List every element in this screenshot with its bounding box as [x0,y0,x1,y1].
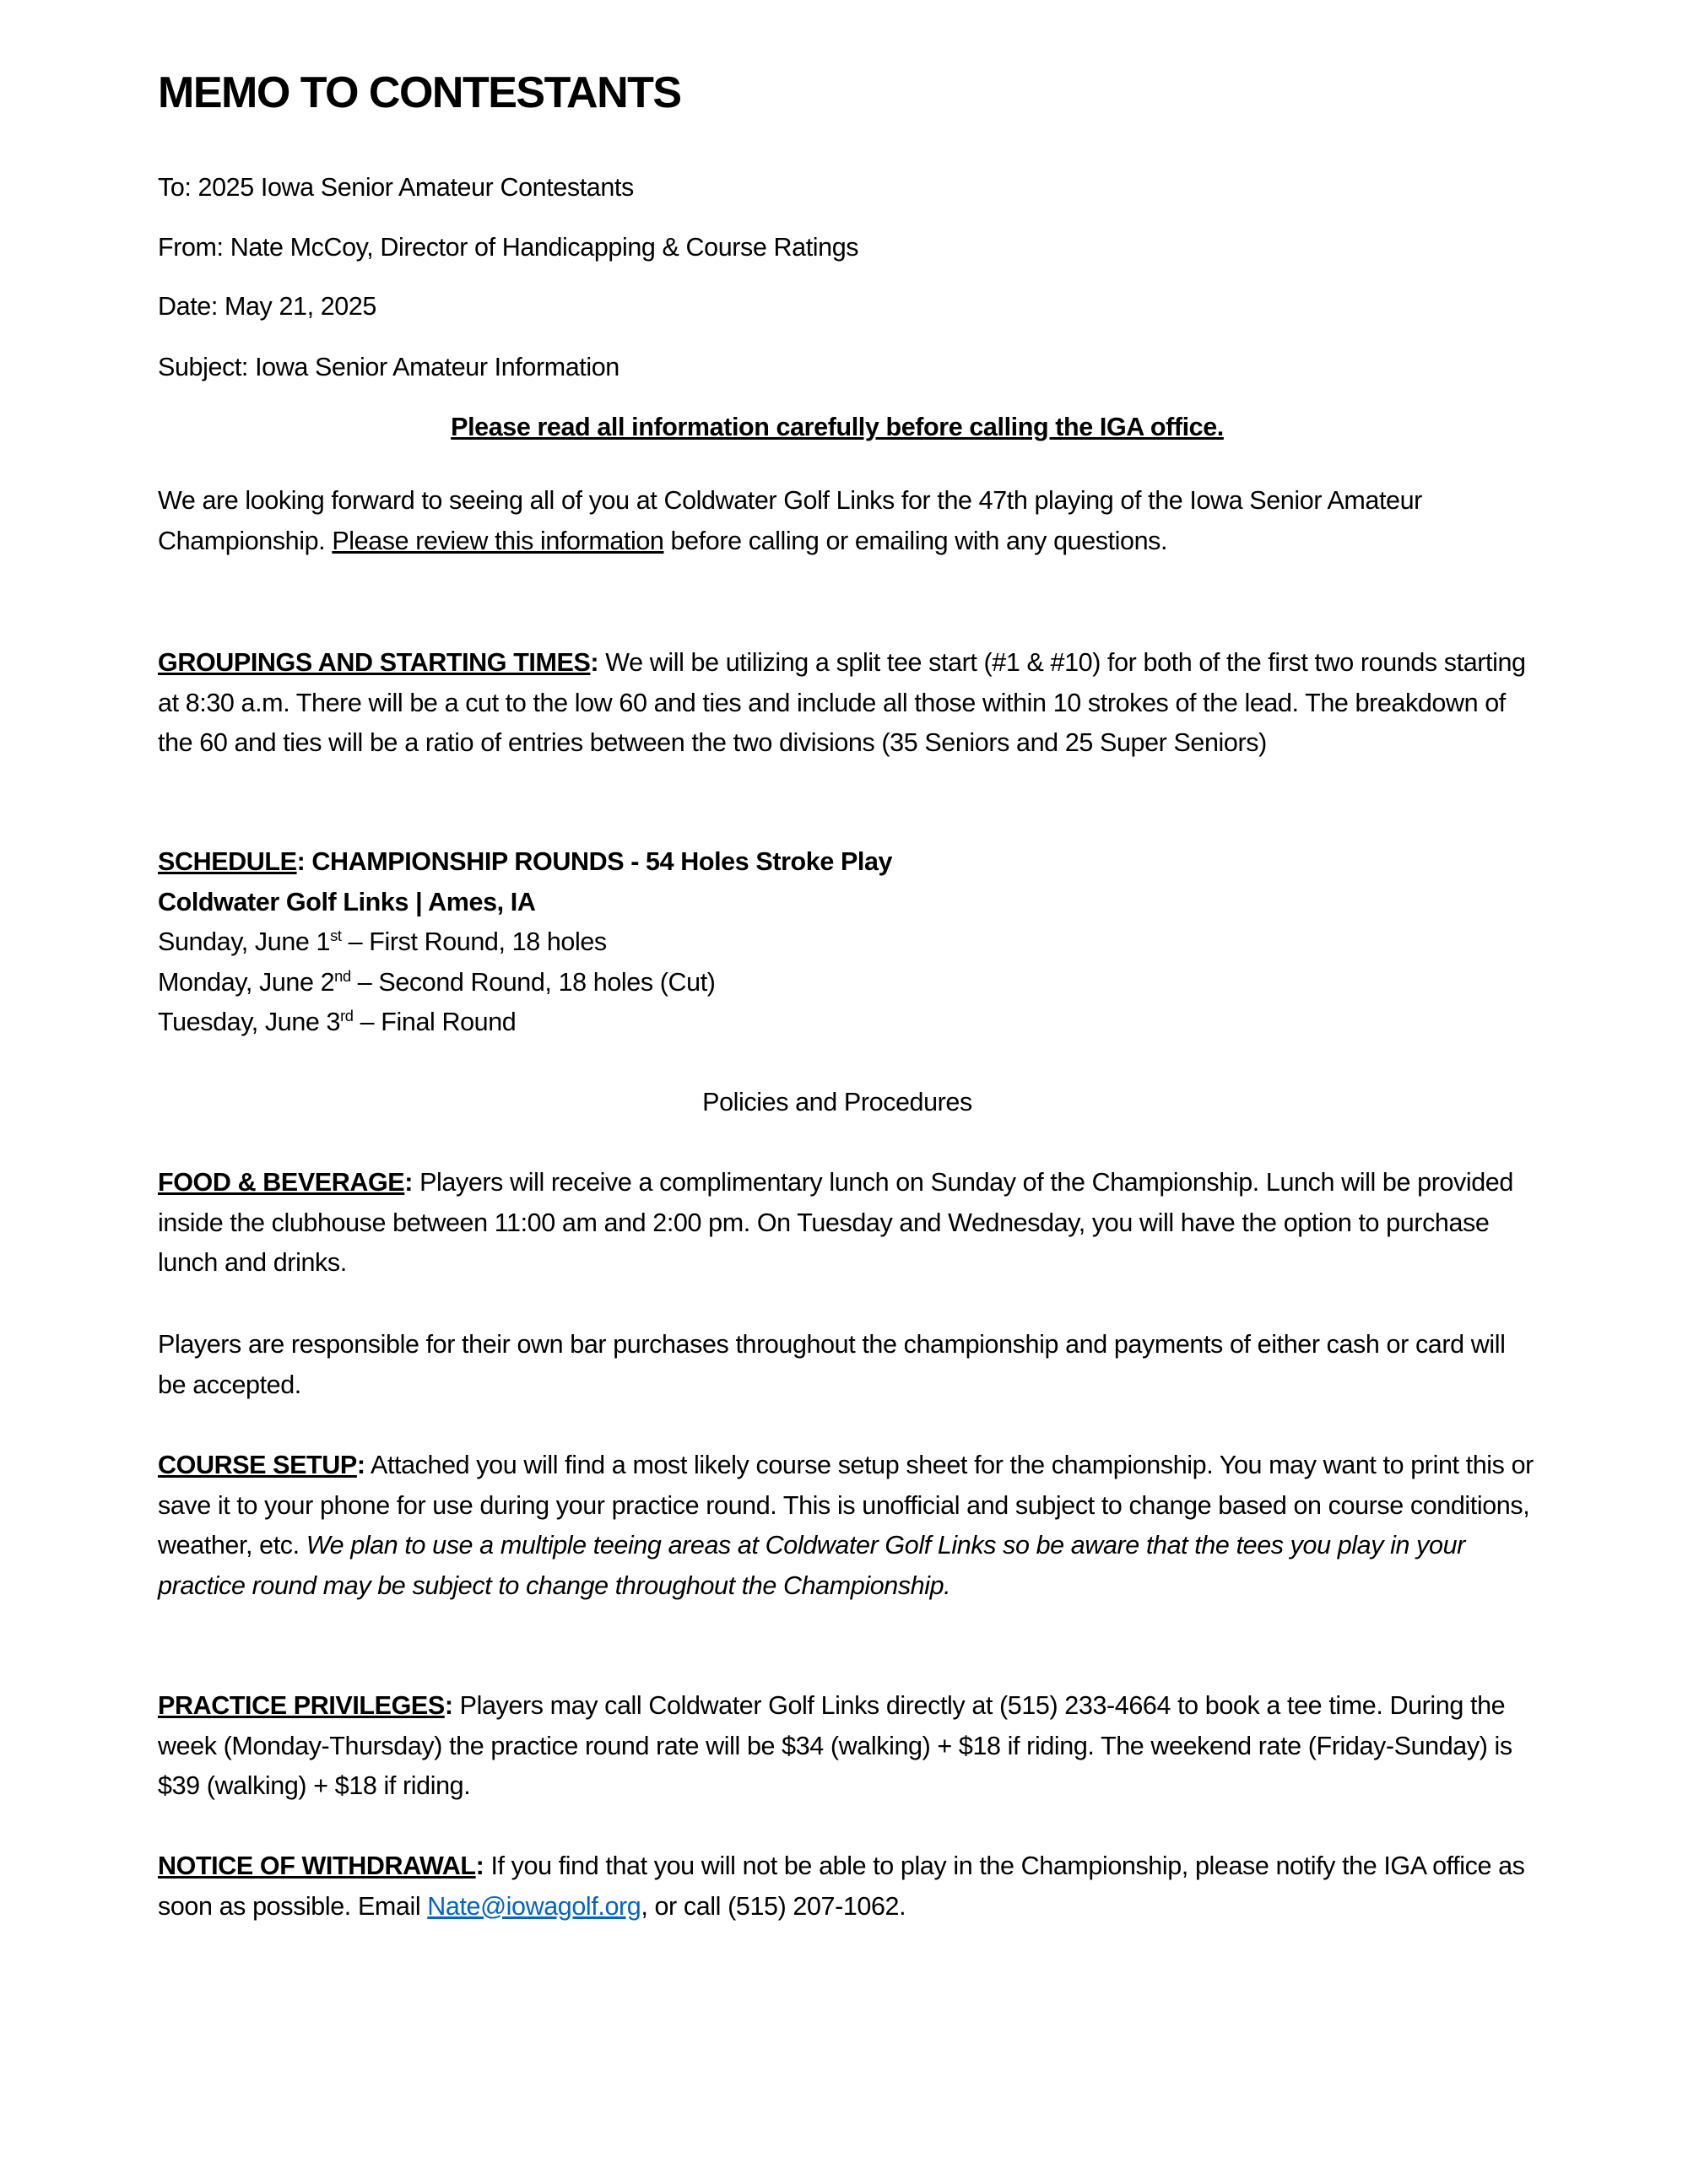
course-italic-note: We plan to use a multiple teeing areas at Coldwater Golf Links so be aware that the tees you play in your practice round may be subject to change throughout the Championship. [158,1531,1465,1600]
practice-text: Players may call Coldwater Golf Links directly at (515) 233-4664 to book a tee time. During the week (Monday-Thursday) the practice round rate will be $34 (walking) + $18 if riding. The weekend rate (Friday-Sunday) is $39 (walking) + $18 if riding. [158,1691,1512,1801]
intro-text-end: before calling or emailing with any questions. [663,526,1168,555]
course-label: COURSE SETUP [158,1451,357,1479]
schedule-heading: : CHAMPIONSHIP ROUNDS - 54 Holes Stroke Play [296,847,893,876]
round-desc: – Second Round, 18 holes (Cut) [350,967,716,997]
subject-line: Subject: Iowa Senior Amateur Information [158,353,619,381]
round-suffix: st [330,927,342,945]
schedule-section [158,842,1534,1043]
schedule-round [158,1003,1534,1043]
practice-section [158,1686,1534,1807]
schedule-venue: Coldwater Golf Links | Ames, IA [158,887,536,916]
withdrawal-text: If you find that you will not be able to play in the Championship, please notify the IGA office as soon as possible. Email [158,1852,1525,1921]
to-line: To: 2025 Iowa Senior Amateur Contestants [158,173,634,202]
food-text: Players will receive a complimentary lunch on Sunday of the Championship. Lunch will be provided inside the clubhouse between 11:00 am and 2:00 pm. On Tuesday and Wednesday, you will have the option to purchase lunch and drinks. [158,1168,1513,1278]
colon: : [475,1852,484,1880]
practice-label: PRACTICE PRIVILEGES [158,1691,445,1720]
intro-review-text: Please review this information [332,526,664,555]
round-day: Tuesday, June 3 [158,1008,341,1037]
course-section [158,1446,1534,1606]
colon: : [590,648,599,677]
withdrawal-label: NOTICE OF WITHDRAWAL [158,1852,476,1880]
policies-heading: Policies and Procedures [702,1088,972,1116]
colon: : [404,1168,414,1197]
bar-paragraph: Players are responsible for their own bar purchases throughout the championship and payments of either cash or card will be accepted. [158,1330,1506,1399]
read-notice: Please read all information carefully before calling the IGA office. [451,413,1224,441]
course-text: Attached you will find a most likely course setup sheet for the championship. You may want to print this or save it to your phone for use during your practice round. This is unofficial and subject to change based on course conditions, weather, etc. [158,1451,1534,1560]
groupings-text: We will be utilizing a split tee start (#1 & #10) for both of the first two rounds starting at 8:30 a.m. There will be a cut to the low 60 and ties and include all those within 10 strokes of the lead. The breakdown of the 60 and ties will be a ratio of entries between the two divisions (35 Seniors and 25 Super Seniors) [158,648,1526,758]
food-section [158,1163,1534,1284]
withdrawal-text-end: , or call (515) 207-1062. [641,1891,906,1921]
round-day: Sunday, June 1 [158,927,331,957]
colon: : [444,1691,453,1720]
groupings-section [158,643,1534,764]
from-line: From: Nate McCoy, Director of Handicapping & Course Ratings [158,233,859,262]
schedule-round [158,963,1534,1003]
groupings-label: GROUPINGS AND STARTING TIMES [158,648,591,677]
email-link[interactable]: Nate@iowagolf.org [427,1891,641,1921]
colon: : [356,1451,365,1479]
food-label: FOOD & BEVERAGE [158,1168,405,1197]
round-desc: – Final Round [353,1008,517,1037]
round-suffix: nd [334,966,351,985]
withdrawal-section [158,1846,1534,1927]
schedule-label: SCHEDULE [158,847,297,876]
date-line: Date: May 21, 2025 [158,292,376,321]
round-desc: – First Round, 18 holes [341,927,607,957]
intro-text: We are looking forward to seeing all of you at Coldwater Golf Links for the 47th playing of the Iowa Senior Amateur Championship. [158,486,1422,555]
intro-paragraph [158,481,1534,561]
round-suffix: rd [340,1007,354,1025]
schedule-round [158,922,1534,963]
round-day: Monday, June 2 [158,967,335,997]
memo-title: MEMO TO CONTESTANTS [158,68,681,117]
